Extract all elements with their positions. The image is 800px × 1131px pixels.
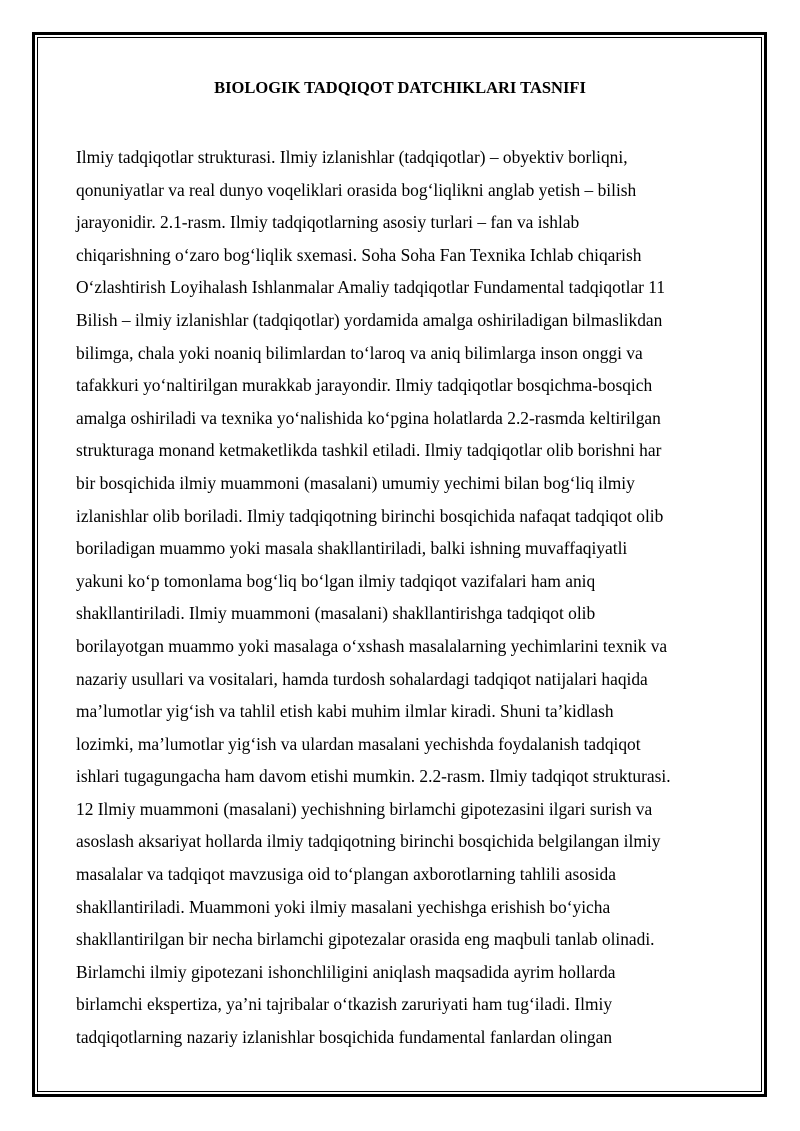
text-line: shakllantiriladi. Ilmiy muammoni (masalani) shakllantirishga tadqiqot olib — [76, 603, 596, 624]
text-line: izlanishlar olib boriladi. Ilmiy tadqiqotning birinchi bosqichida nafaqat tadqiqot olib — [76, 505, 664, 526]
text-line: yakuni ko‘p tomonlama bog‘liq bo‘lgan ilmiy tadqiqot vazifalari ham aniq — [76, 570, 596, 591]
text-line: amalga oshiriladi va texnika yo‘nalishida ko‘pgina holatlarda 2.2-rasmda keltirilgan — [76, 407, 661, 428]
text-line: tadqiqotlarning nazariy izlanishlar bosqichida fundamental fanlardan olingan — [76, 1027, 613, 1048]
text-line: strukturaga monand ketmaketlikda tashkil etiladi. Ilmiy tadqiqotlar olib borishni har — [76, 440, 662, 461]
text-line: jarayonidir. 2.1-rasm. Ilmiy tadqiqotlarning asosiy turlari – fan va ishlab — [76, 212, 580, 233]
text-line: nazariy usullari va vositalari, hamda turdosh sohalardagi tadqiqot natijalari haqida — [76, 668, 648, 689]
text-line: ishlari tugagungacha ham davom etishi mumkin. 2.2-rasm. Ilmiy tadqiqot strukturasi. — [76, 766, 671, 787]
text-line: tafakkuri yo‘naltirilgan murakkab jarayondir. Ilmiy tadqiqotlar bosqichma-bosqich — [76, 375, 653, 396]
text-line: O‘zlashtirish Loyihalash Ishlanmalar Amaliy tadqiqotlar Fundamental tadqiqotlar 11 — [76, 277, 666, 298]
text-line: lozimki, ma’lumotlar yig‘ish va ulardan masalani yechishda foydalanish tadqiqot — [76, 733, 641, 754]
text-line: asoslash aksariyat hollarda ilmiy tadqiqotning birinchi bosqichida belgilangan ilmiy — [76, 831, 661, 852]
text-line: 12 Ilmiy muammoni (masalani) yechishning birlamchi gipotezasini ilgari surish va — [76, 798, 653, 819]
document-title: BIOLOGIK TADQIQOT DATCHIKLARI TASNIFI — [214, 78, 586, 97]
text-line: borilayotgan muammo yoki masalaga o‘xshash masalalarning yechimlarini texnik va — [76, 635, 668, 656]
text-line: Birlamchi ilmiy gipotezani ishonchliligini aniqlash maqsadida ayrim hollarda — [76, 961, 616, 982]
text-line: shakllantirilgan bir necha birlamchi gipotezalar orasida eng maqbuli tanlab olinadi. — [76, 929, 655, 950]
text-line: ma’lumotlar yig‘ish va tahlil etish kabi muhim ilmlar kiradi. Shuni ta’kidlash — [76, 701, 614, 722]
text-line: Bilish – ilmiy izlanishlar (tadqiqotlar) yordamida amalga oshiriladigan bilmaslikdan — [76, 309, 663, 330]
text-line: masalalar va tadqiqot mavzusiga oid to‘plangan axborotlarning tahlili asosida — [76, 864, 616, 885]
document-body — [76, 141, 736, 1054]
text-line: Ilmiy tadqiqotlar strukturasi. Ilmiy izlanishlar (tadqiqotlar) – obyektiv borliqni, — [76, 147, 628, 167]
text-line: bir bosqichida ilmiy muammoni (masalani) umumiy yechimi bilan bog‘liq ilmiy — [76, 472, 635, 493]
text-line: boriladigan muammo yoki masala shakllantiriladi, balki ishning muvaffaqiyatli — [76, 538, 628, 559]
text-line: qonuniyatlar va real dunyo voqeliklari orasida bog‘liqlikni anglab yetish – bilish — [76, 179, 637, 200]
text-line: chiqarishning o‘zaro bog‘liqlik sxemasi. Soha Soha Fan Texnika Ichlab chiqarish — [76, 244, 642, 265]
text-line: bilimga, chala yoki noaniq bilimlardan to‘laroq va aniq bilimlarga inson onggi va — [76, 342, 643, 363]
text-line: shakllantiriladi. Muammoni yoki ilmiy masalani yechishga erishish bo‘yicha — [76, 896, 611, 917]
text-line: birlamchi ekspertiza, ya’ni tajribalar o‘tkazish zaruriyati ham tug‘iladi. Ilmiy — [76, 994, 613, 1015]
